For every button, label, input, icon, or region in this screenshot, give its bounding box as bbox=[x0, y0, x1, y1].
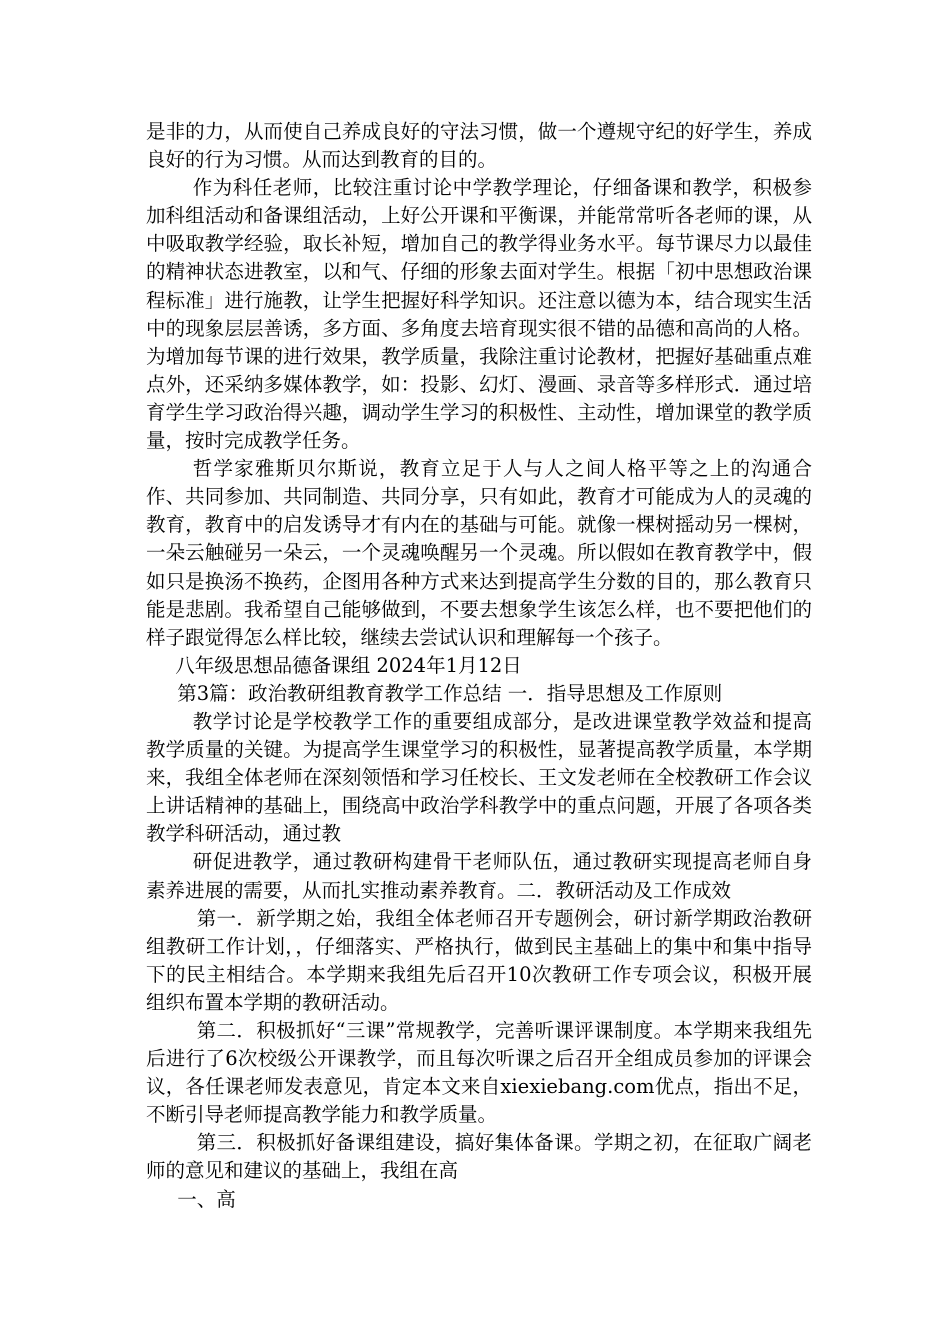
paragraph-teaching-approach: 作为科任老师，比较注重讨论中学教学理论，仔细备课和教学，积极参加科组活动和备课组活动，上好公开课和平衡课，并能常常听各老师的课，从中吸取教学经验，取长补短，增加自己的教学得业务水平。每节课尽力以最佳的精神状态进教室，以和气、仔细的形象去面对学生。根据「初中思想政治课程标准」进行施教，让学生把握好科学知识。还注意以德为本，结合现实生活中的现象层层善诱，多方面、多角度去培育现实很不错的品德和高尚的人格。为增加每节课的进行效果，教学质量，我除注重讨论教材，把握好基础重点难点外，还采纳多媒体教学，如：投影、幻灯、漫画、录音等多样形式．通过培育学生学习政治得兴趣，调动学生学习的积极性、主动性，增加课堂的教学质量，按时完成教学任务。 bbox=[146, 176, 812, 453]
paragraph-research-importance: 教学讨论是学校教学工作的重要组成部分，是改进课堂教学效益和提高教学质量的关键。为提高学生课堂学习的积极性，显著提高教学质量，本学期来，我组全体老师在深刻领悟和学习任校长、王文发老师在全校教研工作会议上讲话精神的基础上，围绕高中政治学科教学中的重点问题，开展了各项各类教学科研活动，通过教 bbox=[146, 709, 812, 846]
paragraph-philosophy-quote: 哲学家雅斯贝尔斯说，教育立足于人与人之间人格平等之上的沟通合作、共同参加、共同制造、共同分享，只有如此，教育才可能成为人的灵魂的教育，教育中的启发诱导才有内在的基础与可能。就像一棵树摇动另一棵树，一朵云触碰另一朵云，一个灵魂唤醒另一个灵魂。所以假如在教育教学中，假如只是换汤不换药，企图用各种方式来达到提高学生分数的目的，那么教育只能是悲剧。我希望自己能够做到，不要去想象学生该怎么样，也不要把他们的样子跟觉得怎么样比较，继续去尝试认识和理解每一个孩子。 bbox=[146, 457, 812, 649]
signature-line: 八年级思想品德备课组 2024年1月12日 bbox=[175, 653, 522, 677]
paragraph-second-item: 第二．积极抓好“三课”常规教学，完善听课评课制度。本学期来我组先后进行了6次校级公开课教学，而且每次听课之后召开全组成员参加的评课会议，各任课老师发表意见，肯定本文来自xiexiebang.com优点，指出不足，不断引导老师提高教学能力和教学质量。 bbox=[146, 1019, 812, 1127]
paragraph-research-goals: 研促进教学，通过教研构建骨干老师队伍，通过教研实现提高老师自身素养进展的需要，从而扎实推动素养教育。二．教研活动及工作成效 bbox=[146, 850, 812, 902]
paragraph-first-item: 第一．新学期之始，我组全体老师召开专题例会，研讨新学期政治教研组教研工作计划，，仔细落实、严格执行，做到民主基础上的集中和集中指导下的民主相结合。本学期来我组先后召开10次教研工作专项会议，积极开展组织布置本学期的教研活动。 bbox=[146, 906, 812, 1014]
section-heading-part3: 第3篇：政治教研组教育教学工作总结 一．指导思想及工作原则 bbox=[177, 681, 723, 705]
paragraph-fragment: 一、高 bbox=[177, 1187, 236, 1211]
document-page bbox=[146, 118, 812, 1214]
paragraph-continuation: 是非的力，从而使自己养成良好的守法习惯，做一个遵规守纪的好学生，养成良好的行为习惯。从而达到教育的目的。 bbox=[146, 120, 812, 172]
paragraph-third-item: 第三．积极抓好备课组建设，搞好集体备课。学期之初，在征取广阔老师的意见和建议的基础上，我组在高 bbox=[146, 1131, 812, 1183]
